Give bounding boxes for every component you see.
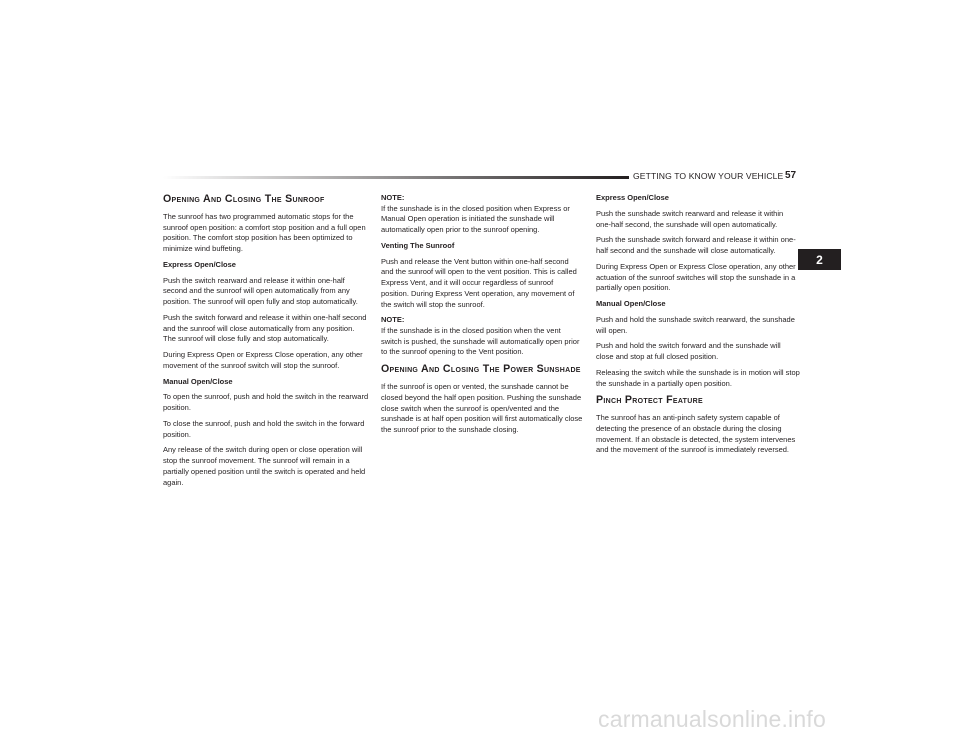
paragraph: Push and hold the switch forward and the sunshade will close and stop at full closed position. (596, 341, 781, 361)
paragraph: Any release of the switch during open or close operation will stop the sunroof movement. The sunroof will remain in a partially opened position until the switch is operated and held again. (163, 445, 366, 487)
note-block (381, 193, 583, 236)
subheading-venting-sunroof: Venting The Sunroof (381, 240, 455, 250)
note-label: NOTE: (381, 315, 405, 325)
paragraph: Push the sunshade switch rearward and release it within one-half second, the sunshade will open automatically. (596, 208, 784, 229)
paragraph: Releasing the switch while the sunshade is in motion will stop the sunshade in a partially open position. (596, 367, 800, 388)
header-rule (163, 176, 629, 179)
paragraph: Push the switch forward and release it within one-half second and the sunroof will close automatically from any position. The sunroof will close fully and stop automatically. (163, 312, 367, 344)
running-header-section: GETTING TO KNOW YOUR VEHICLE (633, 171, 784, 181)
paragraph: The sunroof has an anti-pinch safety system capable of detecting the presence of an obstacle during the closing movement. If an obstacle is detected, the system intervenes and the movement of the sunroof is immediately reversed. (596, 413, 796, 455)
paragraph: Push and release the Vent button within one-half second and the sunroof will open to the vent position. This is called Express Vent, and it will occur regardless of sunroof position. During Express Vent operation, any movement of the switch will stop the sunroof. (381, 256, 577, 309)
note-label: NOTE: (381, 193, 405, 202)
paragraph: To open the sunroof, push and hold the switch in the rearward position. (163, 392, 369, 413)
section-heading-power-sunshade: Opening And Closing The Power Sunshade (381, 363, 581, 376)
paragraph: During Express Open or Express Close operation, any other movement of the sunroof switch will stop the sunroof. (163, 350, 363, 370)
page-number: 57 (785, 170, 797, 181)
note-text: If the sunshade is in the closed position when the vent switch is pushed, the sunshade will automatically open prior to the sunroof opening to the Vent position. (381, 326, 580, 357)
column-1 (163, 193, 369, 493)
paragraph: Push and hold the sunshade switch rearward, the sunshade will open. (596, 314, 795, 335)
subheading-manual-open-close: Manual Open/Close (596, 299, 666, 308)
note-text: If the sunshade is in the closed position when Express or Manual Open operation is initiated the sunshade will automatically open prior to the sunroof opening. (381, 203, 570, 235)
section-heading-pinch-protect: Pinch Protect Feature (596, 394, 703, 407)
paragraph: If the sunroof is open or vented, the sunshade cannot be closed beyond the half open position. Pushing the sunshade close switch when the sunroof is open/vented and the sunshade is at half open position will first automatically close the sunroof prior to the sunshade closing. (381, 382, 583, 435)
chapter-tab: 2 (798, 249, 841, 270)
watermark: carmanualsonline.info (598, 706, 826, 732)
paragraph: Push the sunshade switch forward and release it within one-half second and the sunshade will close automatically. (596, 235, 796, 255)
note-block (381, 315, 583, 358)
paragraph: The sunroof has two programmed automatic stops for the sunroof open position: a comfort stop position and a full open position. The comfort stop position has been optimized to minimize wind buffeting. (163, 212, 366, 254)
subheading-express-open-close: Express Open/Close (596, 193, 669, 202)
subheading-manual-open-close: Manual Open/Close (163, 376, 233, 386)
section-heading-opening-closing-sunroof: Opening And Closing The Sunroof (163, 193, 325, 205)
paragraph: Push the switch rearward and release it within one-half second and the sunroof will open automatically from any position. The sunroof will open fully and stop automatically. (163, 275, 358, 307)
subheading-express-open-close: Express Open/Close (163, 259, 236, 269)
paragraph: During Express Open or Express Close operation, any other actuation of the sunroof switches will stop the sunshade in a partially open position. (596, 261, 796, 293)
column-3 (596, 193, 800, 461)
paragraph: To close the sunroof, push and hold the switch in the forward position. (163, 418, 365, 439)
column-2 (381, 193, 583, 441)
